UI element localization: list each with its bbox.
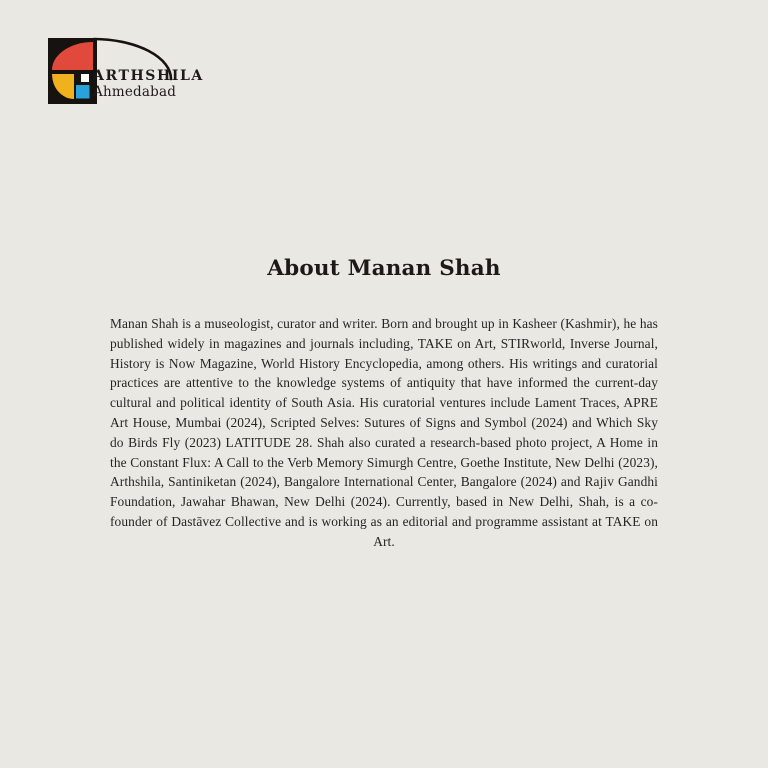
logo-white-square [81,74,89,82]
about-paragraph: Manan Shah is a museologist, curator and writer. Born and brought up in Kasheer (Kashmir), he has published widely in magazines and journals including, TAKE on Art, STIRworld, Inverse Journal, History is Now Magazine, World History Encyclopedia, among others. His writings and curatorial practices are attentive to the knowledge systems of antiquity that have informed the current-day cultural and political identity of South Asia. His curatorial ventures include Lament Traces, APRE Art House, Mumbai (2024), Scripted Selves: Sutures of Signs and Symbol (2024) and Which Sky do Birds Fly (2023) LATITUDE 28. Shah also curated a research-based photo project, A Home in the Constant Flux: A Call to the Verb Memory Simurgh Centre, Goethe Institute, New Delhi (2023), Arthshila, Santiniketan (2024), Bangalore International Center, Bangalore (2024) and Rajiv Gandhi Foundation, Jawahar Bhawan, New Delhi (2024). Currently, based in New Delhi, Shah, is a co-founder of Dastāvez Collective and is working as an editorial and programme assistant at TAKE on Art. [110,316,658,549]
logo-blue-square [76,85,90,99]
arthshila-logo[interactable] [48,36,268,108]
logo-location-text: Ahmedabad [93,84,177,100]
logo-text [93,69,204,99]
logo-brand-text: ARTHSHILA [93,68,204,84]
page-title: About Manan Shah [267,256,501,281]
